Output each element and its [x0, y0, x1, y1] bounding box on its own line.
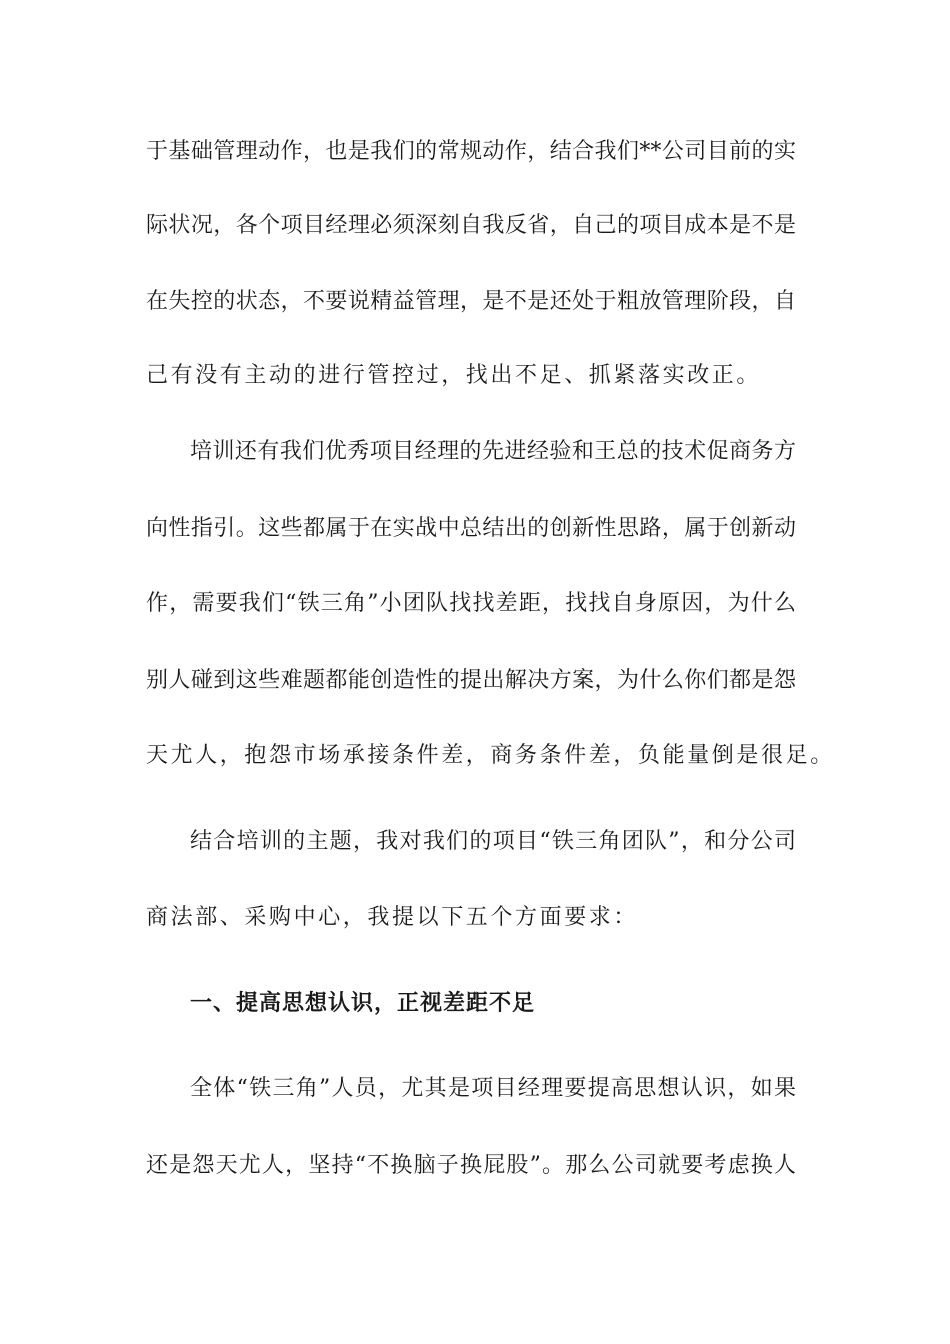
paragraph-3-line-2: 商法部、采购中心，我提以下五个方面要求： — [146, 905, 639, 930]
paragraph-1-line-4: 己有没有主动的进行管控过，找出不足、抓紧落实改正。 — [146, 363, 762, 388]
paragraph-1-line-3: 在失控的状态，不要说精益管理，是不是还处于粗放管理阶段，自 — [146, 289, 796, 314]
paragraph-2-line-2: 向性指引。这些都属于在实战中总结出的创新性思路，属于创新动 — [146, 516, 796, 541]
paragraph-1-line-2: 际状况，各个项目经理必须深刻自我反省，自己的项目成本是不是 — [146, 213, 796, 238]
paragraph-2-line-5: 天尤人，抱怨市场承接条件差，商务条件差，负能量倒是很足。 — [146, 743, 835, 768]
paragraph-4-line-2: 还是怨天尤人，坚持“不换脑子换屁股”。那么公司就要考虑换人 — [146, 1153, 796, 1178]
paragraph-1-line-1: 于基础管理动作，也是我们的常规动作，结合我们**公司目前的实 — [146, 139, 796, 164]
paragraph-2-line-1: 培训还有我们优秀项目经理的先进经验和王总的技术促商务方 — [190, 439, 796, 464]
paragraph-2-line-3: 作，需要我们“铁三角”小团队找找差距，找找自身原因，为什么 — [146, 591, 796, 616]
paragraph-2-line-4: 别人碰到这些难题都能创造性的提出解决方案，为什么你们都是怨 — [146, 668, 796, 693]
paragraph-4-line-1: 全体“铁三角”人员，尤其是项目经理要提高思想认识，如果 — [190, 1076, 796, 1101]
section-heading: 一、提高思想认识，正视差距不足 — [190, 991, 536, 1016]
paragraph-3-line-1: 结合培训的主题，我对我们的项目“铁三角团队”，和分公司 — [190, 829, 796, 854]
